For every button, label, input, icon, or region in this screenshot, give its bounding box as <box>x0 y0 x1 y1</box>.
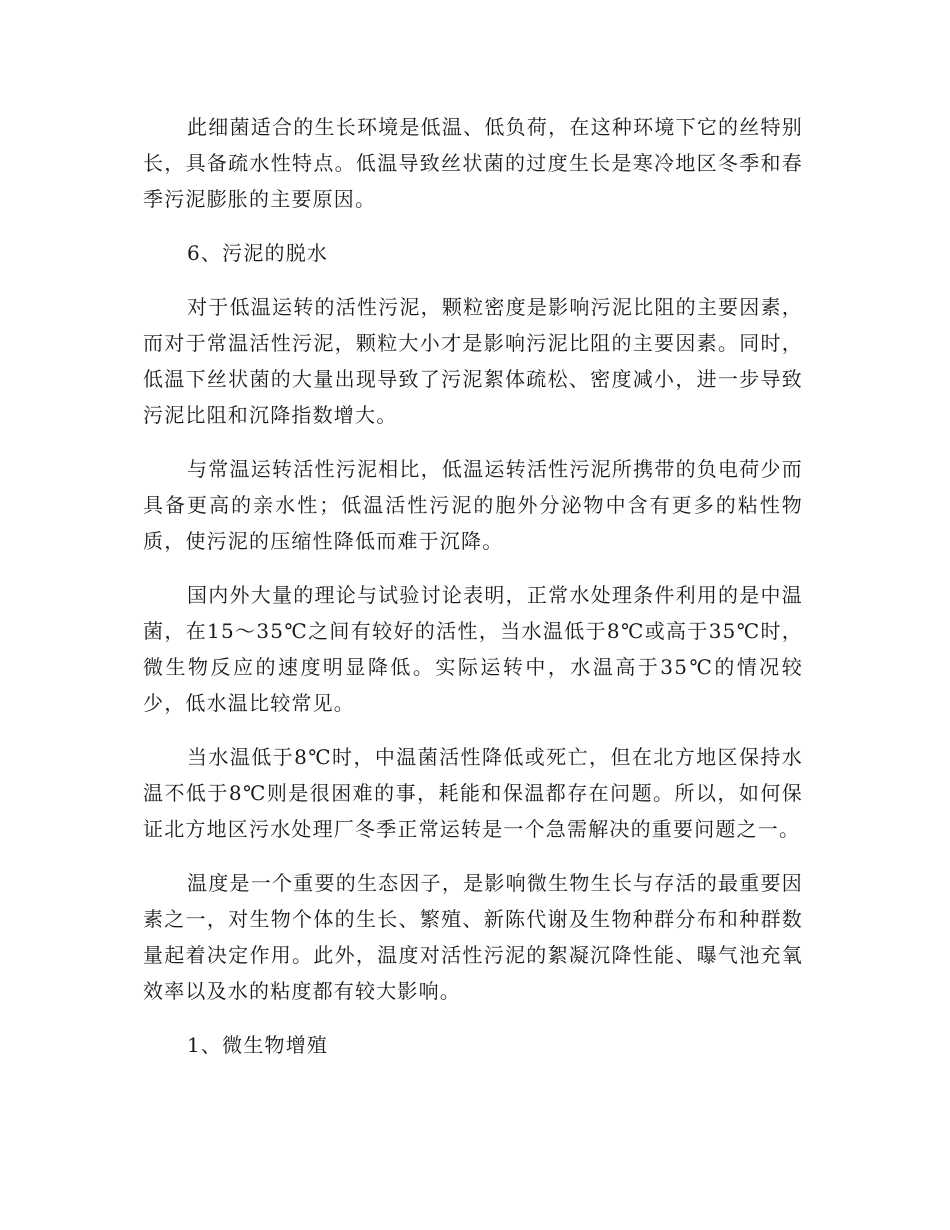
paragraph-mesophilic-bacteria: 国内外大量的理论与试验讨论表明，正常水处理条件利用的是中温菌，在15～35℃之间有较好的活性，当水温低于8℃或高于35℃时，微生物反应的速度明显降低。实际运转中，水温高于35℃的情况较少，低水温比较常见。 <box>143 583 803 715</box>
document-body <box>143 109 803 1081</box>
section-heading-microbial-growth: 1、微生物增殖 <box>187 1033 329 1057</box>
paragraph-sludge-resistance: 对于低温运转的活性污泥，颗粒密度是影响污泥比阻的主要因素，而对于常温活性污泥，颗粒大小才是影响污泥比阻的主要因素。同时，低温下丝状菌的大量出现导致了污泥絮体疏松、密度减小，进一步导致污泥比阻和沉降指数增大。 <box>143 295 803 427</box>
paragraph-temperature-factor: 温度是一个重要的生态因子，是影响微生物生长与存活的最重要因素之一，对生物个体的生长、繁殖、新陈代谢及生物种群分布和种群数量起着决定作用。此外，温度对活性污泥的絮凝沉降性能、曝气池充氧效率以及水的粘度都有较大影响。 <box>143 871 803 1003</box>
section-heading-sludge-dewatering: 6、污泥的脱水 <box>187 241 329 265</box>
paragraph-charge-hydrophilicity: 与常温运转活性污泥相比，低温运转活性污泥所携带的负电荷少而具备更高的亲水性；低温活性污泥的胞外分泌物中含有更多的粘性物质，使污泥的压缩性降低而难于沉降。 <box>143 457 803 553</box>
paragraph-filamentous-bacteria: 此细菌适合的生长环境是低温、低负荷，在这种环境下它的丝特别长，具备疏水性特点。低温导致丝状菌的过度生长是寒冷地区冬季和春季污泥膨胀的主要原因。 <box>143 115 803 211</box>
paragraph-low-water-temperature: 当水温低于8℃时，中温菌活性降低或死亡，但在北方地区保持水温不低于8℃则是很困难的事，耗能和保温都存在问题。所以，如何保证北方地区污水处理厂冬季正常运转是一个急需解决的重要问题之一。 <box>143 745 803 841</box>
